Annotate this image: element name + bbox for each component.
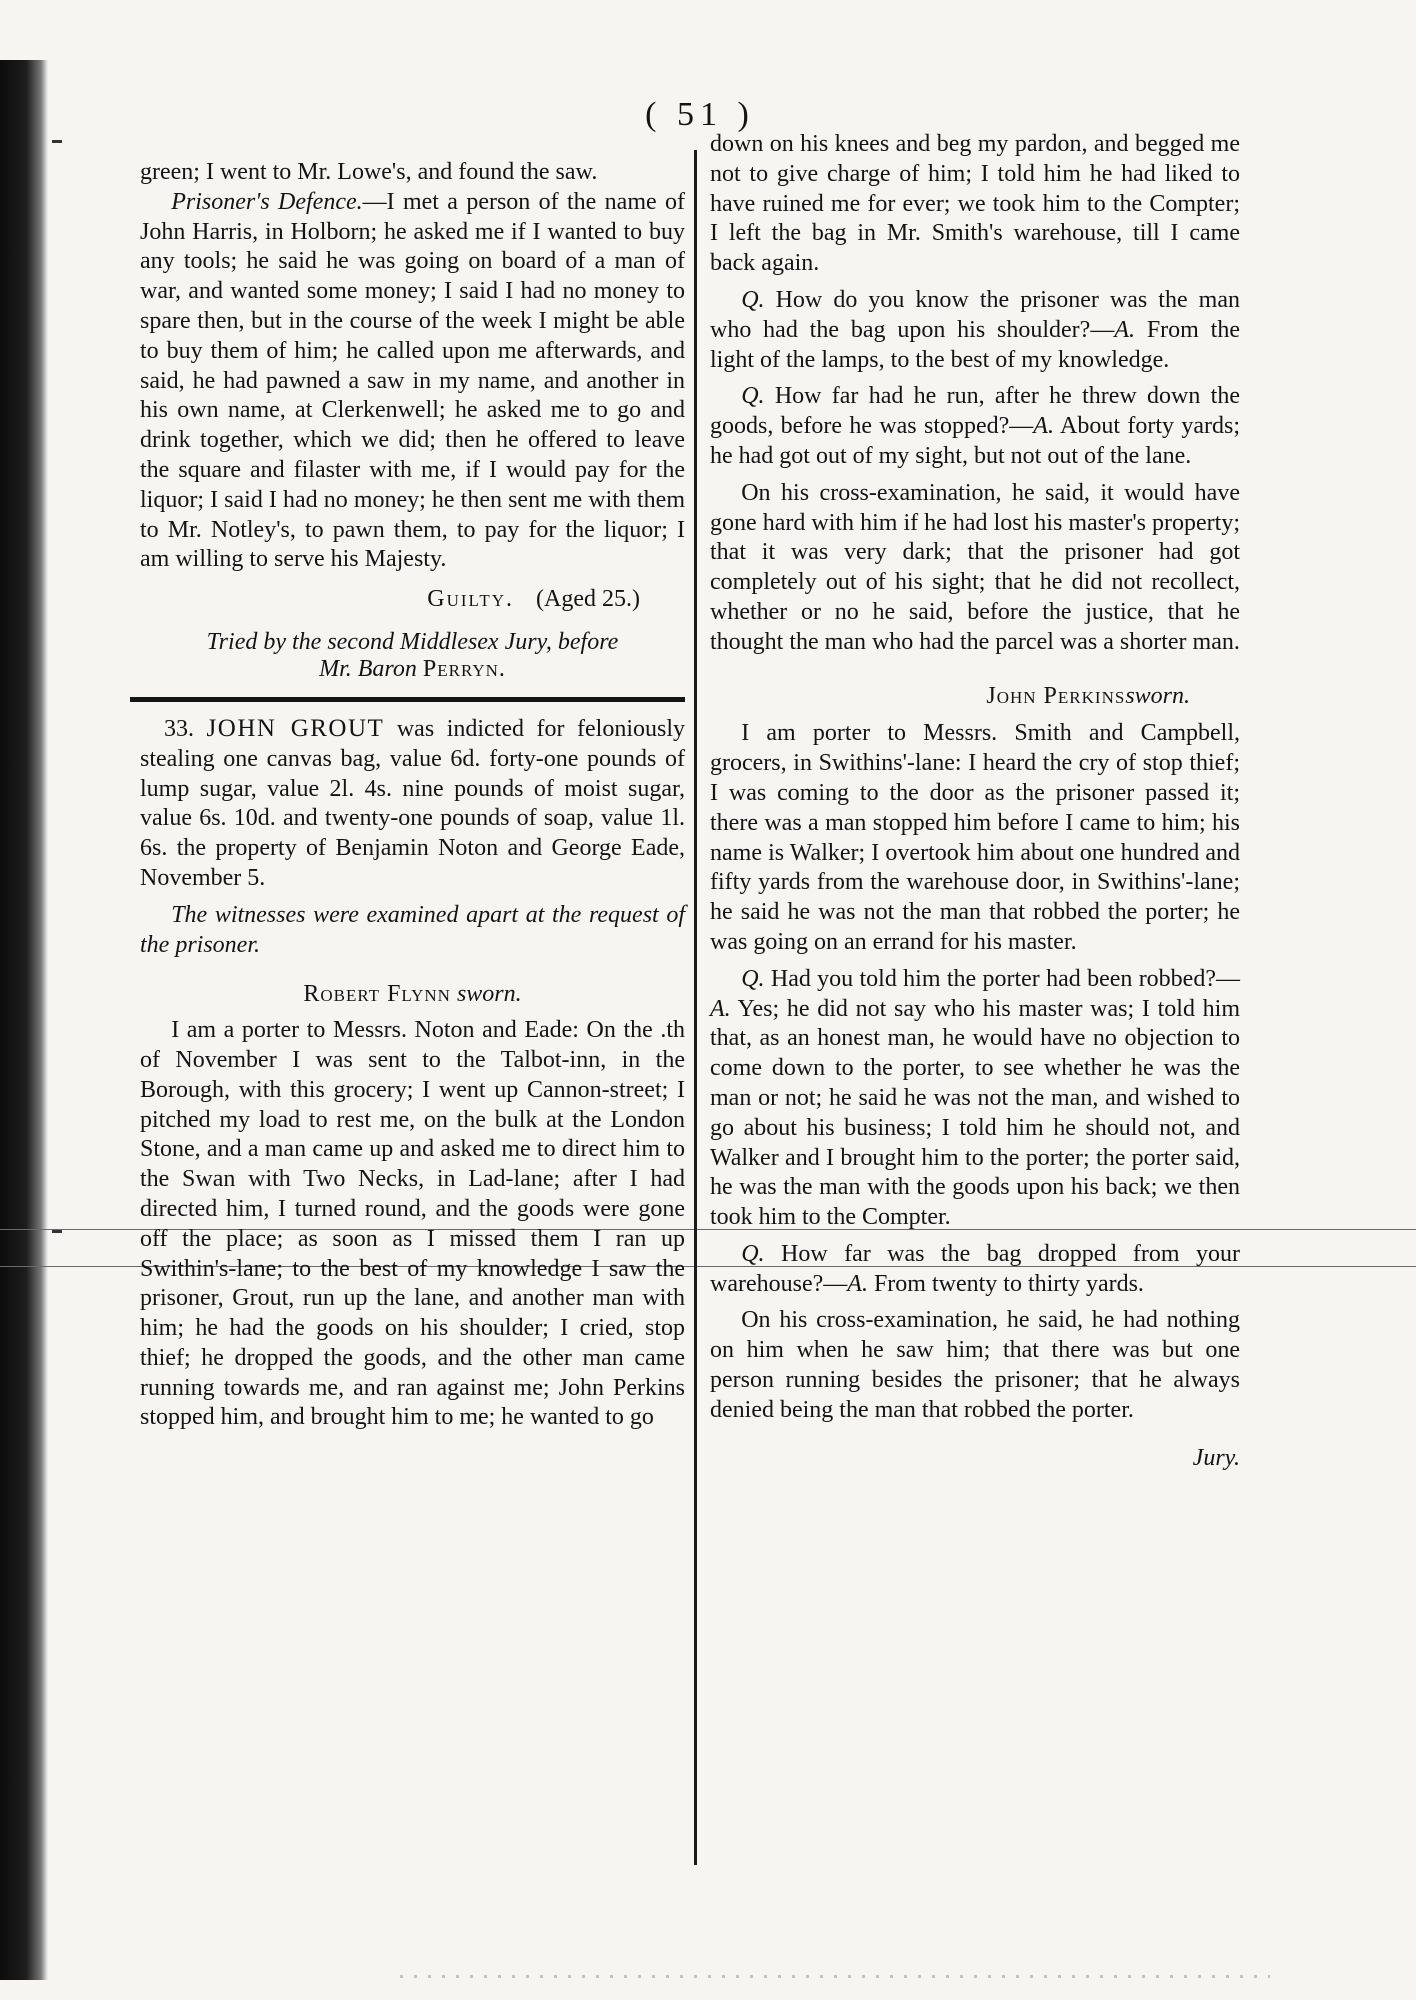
page-number: ( 51 ) (645, 96, 755, 133)
gutter-mark (52, 1230, 62, 1233)
cross-examination: On his cross-examination, he said, he had nothing on him when he saw him; that there was but one person running besides the prisoner; that he always denied being the man that robbed the porter. (710, 1307, 1240, 1423)
witness-heading (710, 682, 1240, 712)
answer: From twenty to thirty yards. (873, 1270, 1144, 1297)
case-opening (140, 714, 685, 894)
q-mark: Q. (741, 286, 765, 313)
witness-note: The witnesses were examined apart at the request of the prisoner. (140, 901, 685, 958)
case-number: 33. (164, 715, 194, 742)
right-column (710, 130, 1240, 1473)
question-answer: Q. How far was the bag dropped from your warehouse?—A. From twenty to thirty yards. (710, 1240, 1241, 1297)
q-mark: Q. (741, 965, 765, 992)
q-mark: Q. (741, 1240, 765, 1267)
witness-sworn: sworn. (1125, 682, 1190, 709)
question: How far had he run, after he threw down the goods, before he was stopped? (710, 383, 1240, 440)
bottom-scan-specks (400, 1975, 1270, 1978)
judge-prefix: Mr. Baron (319, 655, 417, 682)
defence-heading: Prisoner's Defence. (171, 188, 363, 215)
witness-name: Robert Flynn (303, 981, 451, 1008)
answer: About forty yards; he had got out of my sight, but not out of the lane. (710, 413, 1240, 469)
question: How do you know the prisoner was the man who had the bag upon his shoulder? (710, 286, 1240, 343)
testimony: I am a porter to Messrs. Noton and Eade: On the .th of November I was sent to the Talbot-inn, in the Borough, with this grocery; I went up Cannon-street; I pitched my load to rest me, on the bulk at the London Stone, and a man came up and asked me to direct him to the Swan with Two Necks, in Lad-lane; after I had directed him, I turned round, and the goods were gone off the place; as soon as I missed them I ran up Swithin's-lane; to the best of my knowledge I saw the prisoner, Grout, run up the lane, and another man with him; he had the goods on his shoulder; I cried, stop thief; he dropped the goods, and the other man came running towards me, and ran against me; John Perkins stopped him, and brought him to me; he wanted to go (140, 1017, 685, 1431)
question-answer: Q. How far had he run, after he threw down the goods, before he was stopped?—A. About forty yards; he had got out of my sight, but not out of the lane. (710, 383, 1240, 469)
book-gutter-shadow (0, 60, 48, 1980)
catchword: Jury. (1192, 1444, 1240, 1471)
paragraph: down on his knees and beg my pardon, and begged me not to give charge of him; I told him he had liked to have ruined me for ever; we took him to the Compter; I left the bag in Mr. Smith's warehouse, till I came back again. (710, 131, 1240, 277)
tried-by-line (140, 629, 685, 683)
indictment-text: was indicted for feloniously stealing one canvas bag, value 6d. forty-one pounds of lump sugar, value 2l. 4s. nine pounds of moist sugar, value 6s. 10d. and twenty-one pounds of soap, value 1l. 6s. the property of Benjamin Noton and George Eade, November 5. (140, 715, 686, 891)
q-mark: Q. (741, 383, 765, 410)
defence-text: —I met a person of the name of John Harris, in Holborn; he asked me if I wanted to buy any tools; he said he was going on board of a man of war, and wanted some money; I said I had no money to spare then, but in the course of the week I might be able to buy them of him; he called upon me afterwards, and said, he had pawned a saw in my name, and another in his own name, at Clerkenwell; he asked me to go and drink together, which we did; then he offered to leave the square and filaster with me, if I would pay for the liquor; I said I had no money; he then sent me with them to Mr. Notley's, to pawn them, to pay for the liquor; I am willing to serve his Majesty. (140, 188, 685, 573)
a-mark: A. (847, 1270, 868, 1297)
question: Had you told him the porter had been robbed? (770, 965, 1216, 992)
witness-sworn: sworn. (456, 981, 522, 1008)
left-column (140, 158, 685, 1433)
verdict-line (140, 585, 685, 615)
verdict: Guilty. (427, 586, 515, 613)
age: (Aged 25.) (536, 586, 640, 613)
a-mark: A. (1033, 413, 1054, 440)
question-answer: Q. How do you know the prisoner was the man who had the bag upon his shoulder?—A. From the light of the lamps, to the best of my knowledge. (710, 286, 1240, 373)
answer: Yes; he did not say who his master was; I told him that, as an honest man, he would have no objection to come down to the porter, to see whether he was the man or not; he said he was not the man, and wished to go about his business; I told him he should not, and Walker and I brought him to the porter; the porter said, he was the man with the goods upon his back; we then took him to the Compter. (710, 995, 1241, 1231)
testimony: I am porter to Messrs. Smith and Campbell, grocers, in Swithins'-lane: I heard the cry of stop thief; I was coming to the door as the prisoner passed it; there was a man stopped him before I came to him; his name is Walker; I overtook him about one hundred and fifty yards from the warehouse door, in Swithins'-lane; he said he was not the man that robbed the porter; he was going on an errand for his master. (710, 720, 1240, 955)
judge-name: Perryn. (422, 655, 506, 682)
paragraph: green; I went to Mr. Lowe's, and found the saw. (140, 159, 598, 185)
defendant-name: JOHN GROUT (206, 714, 385, 742)
witness-heading (140, 980, 685, 1010)
gutter-mark (52, 140, 62, 143)
question-answer: Q. Had you told him the porter had been robbed?—A. Yes; he did not say who his master was; I told him that, as an honest man, he would have no objection to come down to the porter, to see whether he was the man or not; he said he was not the man, and wished to go about his business; I told him he should not, and Walker and I brought him to the porter; the porter said, he was the man with the goods upon his back; we then took him to the Compter. (710, 965, 1241, 1231)
defence-paragraph (140, 188, 685, 575)
answer: From the light of the lamps, to the best of my knowledge. (710, 316, 1240, 373)
question: How far was the bag dropped from your warehouse? (710, 1240, 1241, 1297)
a-mark: A. (1114, 316, 1135, 343)
case-separator-rule (130, 697, 685, 702)
cross-examination: On his cross-examination, he said, it would have gone hard with him if he had lost his master's property; that it was very dark; that the prisoner had got completely out of his sight; that he did not recollect, whether or no he said, before the justice, that he thought the man who had the parcel was a shorter man. (710, 479, 1240, 655)
column-divider (694, 150, 697, 1865)
tried-by: Tried by the second Middlesex Jury, before (206, 628, 619, 655)
witness-name: John Perkins (986, 682, 1126, 709)
a-mark: A. (710, 995, 731, 1022)
